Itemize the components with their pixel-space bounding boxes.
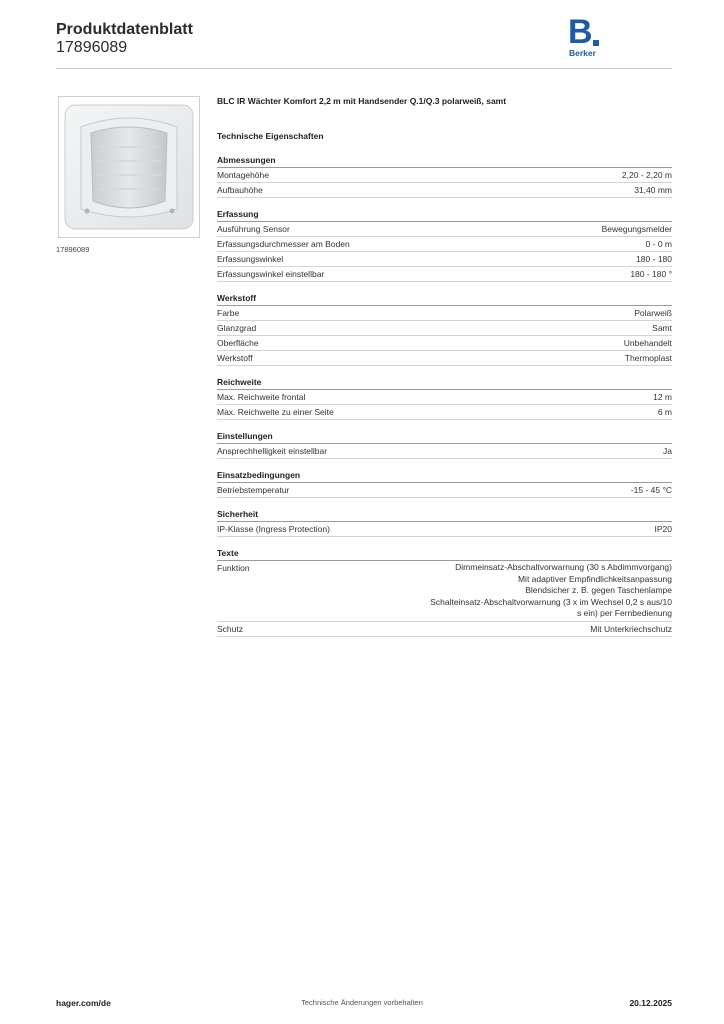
group-title: Einstellungen — [217, 430, 672, 444]
spec-label: Ansprechhelligkeit einstellbar — [217, 446, 328, 456]
spec-value: -15 - 45 °C — [630, 485, 672, 495]
spec-row — [217, 622, 672, 637]
spec-value: IP20 — [654, 524, 672, 534]
section-title: Technische Eigenschaften — [217, 131, 324, 141]
spec-label: Farbe — [217, 308, 240, 318]
spec-label: Werkstoff — [217, 353, 253, 363]
spec-label: Betriebstemperatur — [217, 485, 290, 495]
spec-value: 12 m — [653, 392, 672, 402]
group-title: Werkstoff — [217, 292, 672, 306]
spec-group — [217, 469, 672, 498]
header-divider — [56, 68, 672, 69]
spec-value — [430, 561, 672, 621]
logo-text: Berker — [569, 48, 596, 58]
spec-row — [217, 267, 672, 282]
group-title: Sicherheit — [217, 508, 672, 522]
spec-value: Polarweiß — [634, 308, 672, 318]
spec-label: Max. Reichweite zu einer Seite — [217, 407, 334, 417]
spec-label: IP-Klasse (Ingress Protection) — [217, 524, 330, 534]
spec-value: 2,20 - 2,20 m — [621, 170, 672, 180]
spec-group — [217, 376, 672, 420]
spec-label: Glanzgrad — [217, 323, 257, 333]
spec-label: Erfassungswinkel — [217, 254, 284, 264]
spec-value-line: Mit adaptiver Empfindlichkeitsanpassung — [517, 573, 672, 584]
spec-row — [217, 321, 672, 336]
spec-group — [217, 292, 672, 366]
spec-label: Ausführung Sensor — [217, 224, 290, 234]
motion-sensor-image — [59, 97, 199, 237]
spec-value: Unbehandelt — [623, 338, 672, 348]
spec-label: Funktion — [217, 563, 250, 573]
spec-value: Mit Unterkriechschutz — [590, 623, 672, 634]
spec-label: Erfassungswinkel einstellbar — [217, 269, 325, 279]
spec-value-line: s ein) per Fernbedienung — [577, 608, 672, 618]
footer-website: hager.com/de — [56, 998, 111, 1008]
group-title: Texte — [217, 547, 672, 561]
spec-value: Ja — [663, 446, 672, 456]
spec-value: 6 m — [657, 407, 672, 417]
berker-logo — [566, 13, 606, 60]
spec-row — [217, 336, 672, 351]
spec-value: 31,40 mm — [634, 185, 672, 195]
spec-row — [217, 483, 672, 498]
footer-disclaimer: Technische Änderungen vorbehalten — [301, 998, 423, 1007]
spec-value: 180 - 180 ° — [630, 269, 672, 279]
footer-date: 20.12.2025 — [629, 998, 672, 1008]
spec-row — [217, 252, 672, 267]
spec-row — [217, 168, 672, 183]
spec-row — [217, 237, 672, 252]
spec-row — [217, 561, 672, 622]
product-image — [58, 96, 200, 238]
spec-row — [217, 222, 672, 237]
logo-dot — [593, 40, 599, 46]
spec-group — [217, 208, 672, 282]
spec-value: Samt — [652, 323, 672, 333]
spec-value-line: Blendsicher z. B. gegen Taschenlampe — [525, 585, 672, 595]
spec-group — [217, 508, 672, 537]
spec-row — [217, 444, 672, 459]
spec-row — [217, 405, 672, 420]
spec-value: 180 - 180 — [636, 254, 672, 264]
spec-label: Max. Reichweite frontal — [217, 392, 306, 402]
spec-label: Aufbauhöhe — [217, 185, 263, 195]
spec-value-line: Schalteinsatz-Abschaltvorwarnung (3 x im Wechsel 0,2 s aus/10 — [430, 596, 672, 607]
logo-letter: B — [568, 13, 593, 51]
group-title: Abmessungen — [217, 154, 672, 168]
spec-value: 0 - 0 m — [645, 239, 672, 249]
spec-label: Montagehöhe — [217, 170, 269, 180]
spec-label: Schutz — [217, 623, 243, 634]
page-title: Produktdatenblatt — [56, 21, 193, 38]
spec-row — [217, 183, 672, 198]
spec-value: Bewegungsmelder — [601, 224, 672, 234]
article-number: 17896089 — [56, 39, 128, 56]
spec-groups — [217, 154, 672, 647]
image-caption: 17896089 — [56, 245, 90, 254]
spec-row — [217, 306, 672, 321]
spec-row — [217, 351, 672, 366]
product-title: BLC IR Wächter Komfort 2,2 m mit Handsender Q.1/Q.3 polarweiß, samt — [217, 96, 507, 106]
group-title: Reichweite — [217, 376, 672, 390]
spec-group — [217, 430, 672, 459]
spec-group — [217, 547, 672, 637]
spec-label: Oberfläche — [217, 338, 259, 348]
group-title: Erfassung — [217, 208, 672, 222]
group-title: Einsatzbedingungen — [217, 469, 672, 483]
spec-value-line: Dimmeinsatz-Abschaltvorwarnung (30 s Abdimmvorgang) — [455, 562, 672, 572]
spec-row — [217, 390, 672, 405]
spec-group — [217, 154, 672, 198]
spec-label: Erfassungsdurchmesser am Boden — [217, 239, 350, 249]
spec-row — [217, 522, 672, 537]
spec-value: Thermoplast — [624, 353, 672, 363]
